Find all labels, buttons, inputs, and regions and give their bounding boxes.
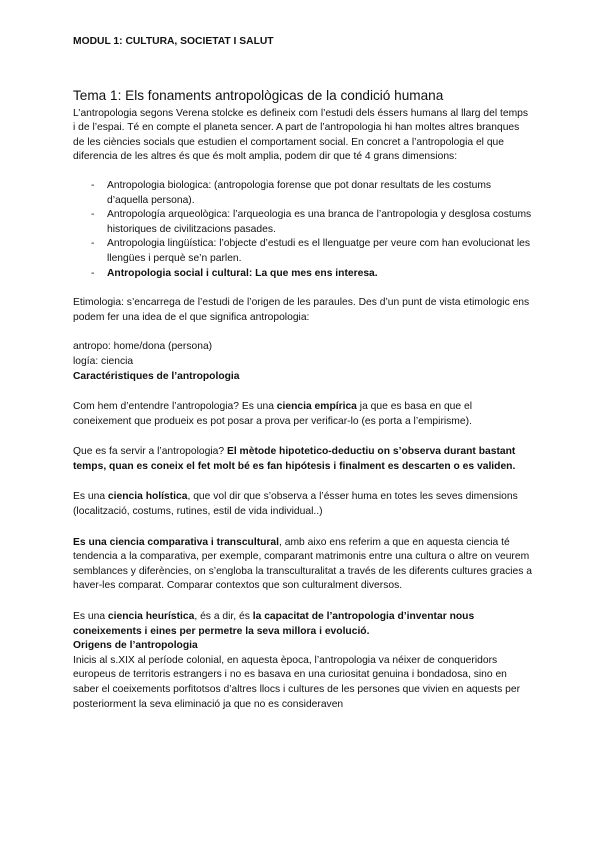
dimension-item	[73, 208, 533, 237]
page-content	[73, 35, 533, 712]
list-bullet: -	[91, 238, 95, 250]
holistica-paragraph	[73, 490, 533, 519]
module-title: MODUL 1: CULTURA, SOCIETAT I SALUT	[73, 36, 274, 47]
text-run: , que vol dir que s’observa a l’ésser huma en totes les seves dimensions (localització, costums, rutines, estil de vida individual..)	[73, 491, 518, 518]
origens-heading: Origens de l’antropologia	[73, 640, 198, 652]
list-bullet: -	[91, 179, 95, 191]
text-run: , amb aixo ens referim a que en aquesta ciencia té tendencia a la comparativa, per exemple, comparant matrimonis entre una cultura o altre on veurem semblances y diferències, on s’engloba la transculturalitat a través de les diferents cultures gracies a haver-les comparat. Comparar contextos que son culturalment diversos.	[73, 536, 533, 592]
text-run-bold: ciencia heurística	[107, 611, 195, 623]
dimension-item	[73, 237, 533, 266]
text-run: ja que es basa en que el coneixement que produeix es pot posar a prova per verificar-lo (es porta a l’empirisme).	[73, 401, 472, 427]
dimension-item	[73, 179, 533, 208]
intro-paragraph: L’antropologia segons Verena stolcke es defineix com l’estudi dels éssers humans al llarg del temps i de l’espai. Té en compte el planeta sencer. A part de l’antropologia hi han moltes altres branques de les ciències socials que estudien el comportament social. En concret a l’antropologia el que diferencia de les altres és que és molt amplia, podem dir que té 4 grans dimensions:	[73, 107, 529, 163]
text-run-bold: ciencia empírica	[276, 401, 357, 413]
text-run: Es una	[73, 491, 108, 503]
etimologia-paragraph: Etimologia: s’encarrega de l’estudi de l’origen de les paraules. Des d’un punt de vista etimologic ens podem fer una idea de el que significa antropologia:	[73, 297, 530, 323]
text-run-bold: la capacitat de l’antropologia d’inventar nous coneixements i eines per permetre la seva millora i evolució.	[73, 611, 475, 637]
text-run: , és a dir, és	[194, 611, 253, 623]
metode-paragraph	[73, 445, 533, 474]
dimension-text-bold: Antropologia social i cultural: La que mes ens interesa.	[107, 267, 378, 279]
dimensions-list	[73, 179, 533, 281]
text-run: Es una	[73, 611, 108, 623]
text-run: Com hem d’entendre l’antropologia? Es una	[73, 401, 277, 413]
text-run-bold: El mètode hipotetico-deductiu on s’observa durant bastant temps, quan es coneix el fet molt bé es fan hipótesis i finalment es descarten o es validen.	[73, 446, 516, 472]
comparativa-paragraph	[73, 536, 533, 594]
etym-line: logía: ciencia	[73, 355, 134, 367]
origens-paragraph: Inicis al s.XIX al període colonial, en aquesta època, l’antropologia va néixer de conqueridors europeus de territoris estrangers i no es basava en una curiositat genuina i bondadosa, sino en saber el coeixements porfitotsos d’altres llocs i cultures de les persones que vivien en aquests per posteriorment la seva eliminació ja que no es consideraven	[73, 654, 521, 710]
dimension-item	[73, 267, 533, 282]
dimension-text: Antropología arqueològica: l’arqueologia es una branca de l’antropologia y desglosa costums historiques de civilitzacions pasades.	[107, 209, 532, 235]
list-bullet: -	[91, 209, 95, 221]
text-run-bold: Es una ciencia comparativa i transcultural	[73, 536, 280, 548]
etym-line: antropo: home/dona (persona)	[73, 341, 213, 353]
text-run: Que es fa servir a l’antropologia?	[73, 446, 227, 458]
caracteristiques-heading: Caractéristiques de l’antropologia	[73, 370, 240, 382]
list-bullet: -	[91, 267, 95, 279]
text-run-bold: ciencia holística	[107, 491, 188, 503]
dimension-text: Antropologia lingüística: l’objecte d’estudi es el llenguatge per veure com han evolucionat les llengües i perquè se’n parlen.	[107, 238, 531, 264]
dimension-text: Antropologia biologica: (antropologia forense que pot donar resultats de les costums d’aquella persona).	[107, 179, 492, 206]
empirica-paragraph	[73, 400, 533, 429]
tema-title: Tema 1: Els fonaments antropològicas de la condició humana	[73, 87, 444, 103]
heuristica-paragraph	[73, 610, 533, 639]
